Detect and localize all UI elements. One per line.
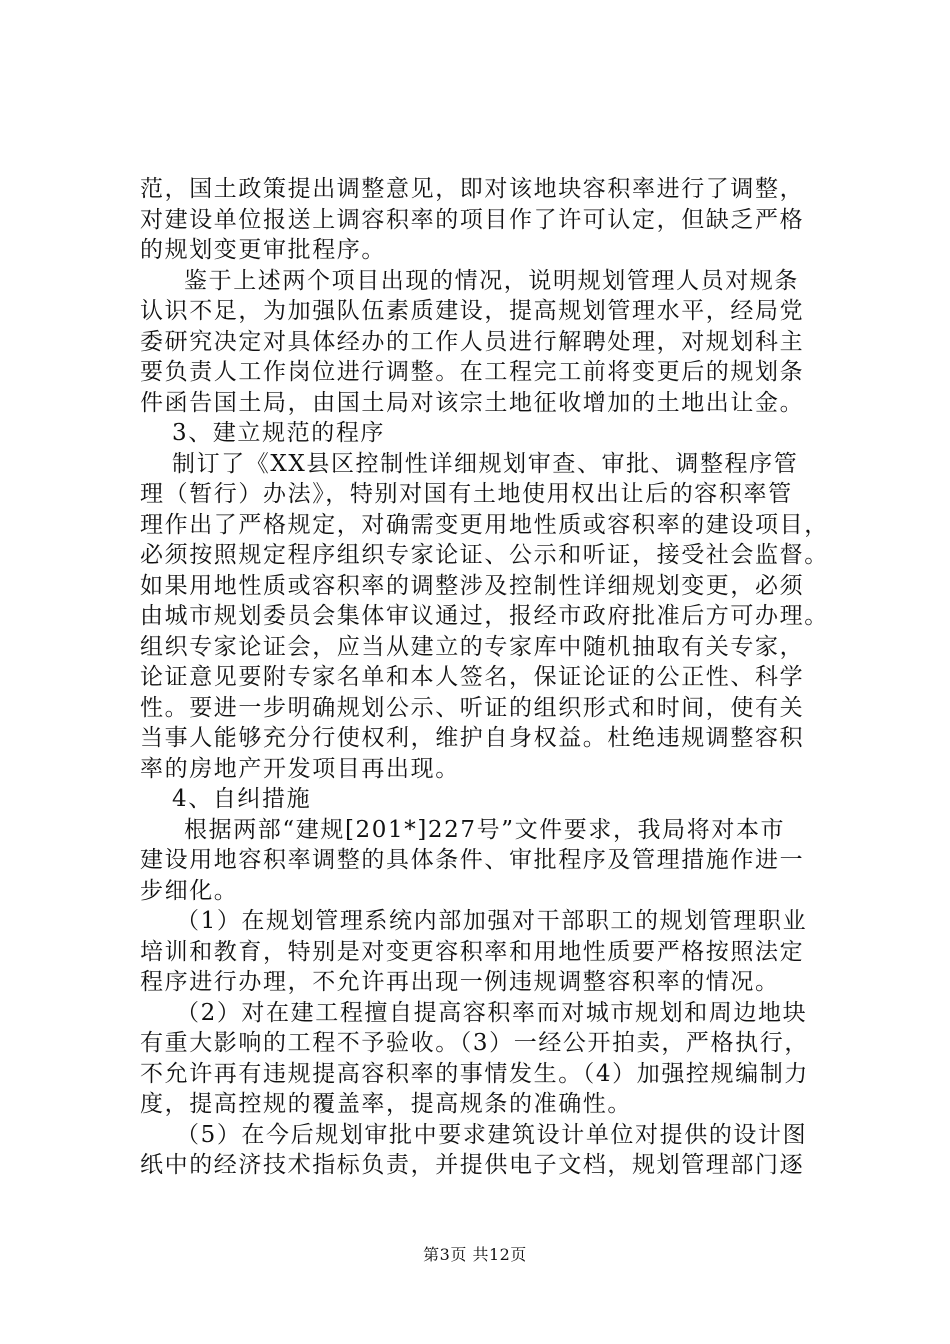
text-line: 范，国土政策提出调整意见，即对该地块容积率进行了调整，: [140, 176, 805, 202]
text-line: 如果用地性质或容积率的调整涉及控制性详细规划变更，必须: [140, 572, 805, 599]
paragraph-start-line: （1）在规划管理系统内部加强对干部职工的规划管理职业: [176, 908, 808, 934]
text-line: 度，提高控规的覆盖率，提高规条的准确性。: [140, 1091, 632, 1117]
paragraph-start-line: 鉴于上述两个项目出现的情况，说明规划管理人员对规条: [184, 267, 799, 294]
document-body: [140, 174, 840, 1181]
text-line: 由城市规划委员会集体审议通过，报经市政府批准后方可办理。: [140, 603, 829, 629]
text-line: 组织专家论证会，应当从建立的专家库中随机抽取有关专家，: [140, 633, 805, 660]
text-line: 当事人能够充分行使权利，维护自身权益。杜绝违规调整容积: [140, 725, 805, 751]
text-line: 纸中的经济技术指标负责，并提供电子文档，规划管理部门逐: [140, 1152, 805, 1178]
text-line: 委研究决定对具体经办的工作人员进行解聘处理，对规划科主: [140, 328, 805, 355]
text-line: 建设用地容积率调整的具体条件、审批程序及管理措施作进一: [140, 847, 805, 873]
text-line: 的规划变更审批程序。: [140, 237, 386, 263]
text-line: 性。要进一步明确规划公示、听证的组织形式和时间，使有关: [140, 694, 805, 721]
paragraph-start-line: 制订了《XX县区控制性详细规划审查、审批、调整程序管: [172, 450, 799, 477]
text-line: 培训和教育，特别是对变更容积率和用地性质要严格按照法定: [140, 938, 805, 965]
text-line: 有重大影响的工程不予验收。（3）一经公开拍卖，严格执行，: [140, 1030, 809, 1056]
text-line: 理（暂行）办法》，特别对国有土地使用权出让后的容积率管: [140, 481, 793, 507]
text-line: 认识不足，为加强队伍素质建设，提高规划管理水平，经局党: [140, 298, 805, 324]
page-number-footer: 第3页 共12页: [423, 1245, 527, 1264]
text-line: 理作出了严格规定，对确需变更用地性质或容积率的建设项目，: [140, 511, 829, 538]
text-line: 要负责人工作岗位进行调整。在工程完工前将变更后的规划条: [140, 359, 805, 385]
text-line: 率的房地产开发项目再出现。: [140, 755, 460, 782]
text-line: 步细化。: [140, 877, 239, 904]
paragraph-start-line: （2）对在建工程擅自提高容积率而对城市规划和周边地块: [176, 999, 808, 1026]
section-heading: 4、自纠措施: [172, 786, 312, 812]
section-heading: 3、建立规范的程序: [172, 420, 386, 446]
text-line: 程序进行办理，不允许再出现一例违规调整容积率的情况。: [140, 969, 780, 995]
text-line: 不允许再有违规提高容积率的事情发生。（4）加强控规编制力: [140, 1060, 809, 1087]
text-line: 必须按照规定程序组织专家论证、公示和听证，接受社会监督。: [140, 542, 829, 568]
text-line: 论证意见要附专家名单和本人签名，保证论证的公正性、科学: [140, 664, 805, 690]
text-line: 对建设单位报送上调容积率的项目作了许可认定，但缺乏严格: [140, 206, 805, 233]
paragraph-start-line: （5）在今后规划审批中要求建筑设计单位对提供的设计图: [176, 1121, 808, 1148]
paragraph-start-line: 根据两部“建规[201*]227号”文件要求，我局将对本市: [184, 816, 786, 843]
text-line: 件函告国土局，由国土局对该宗土地征收增加的土地出让金。: [140, 389, 805, 416]
